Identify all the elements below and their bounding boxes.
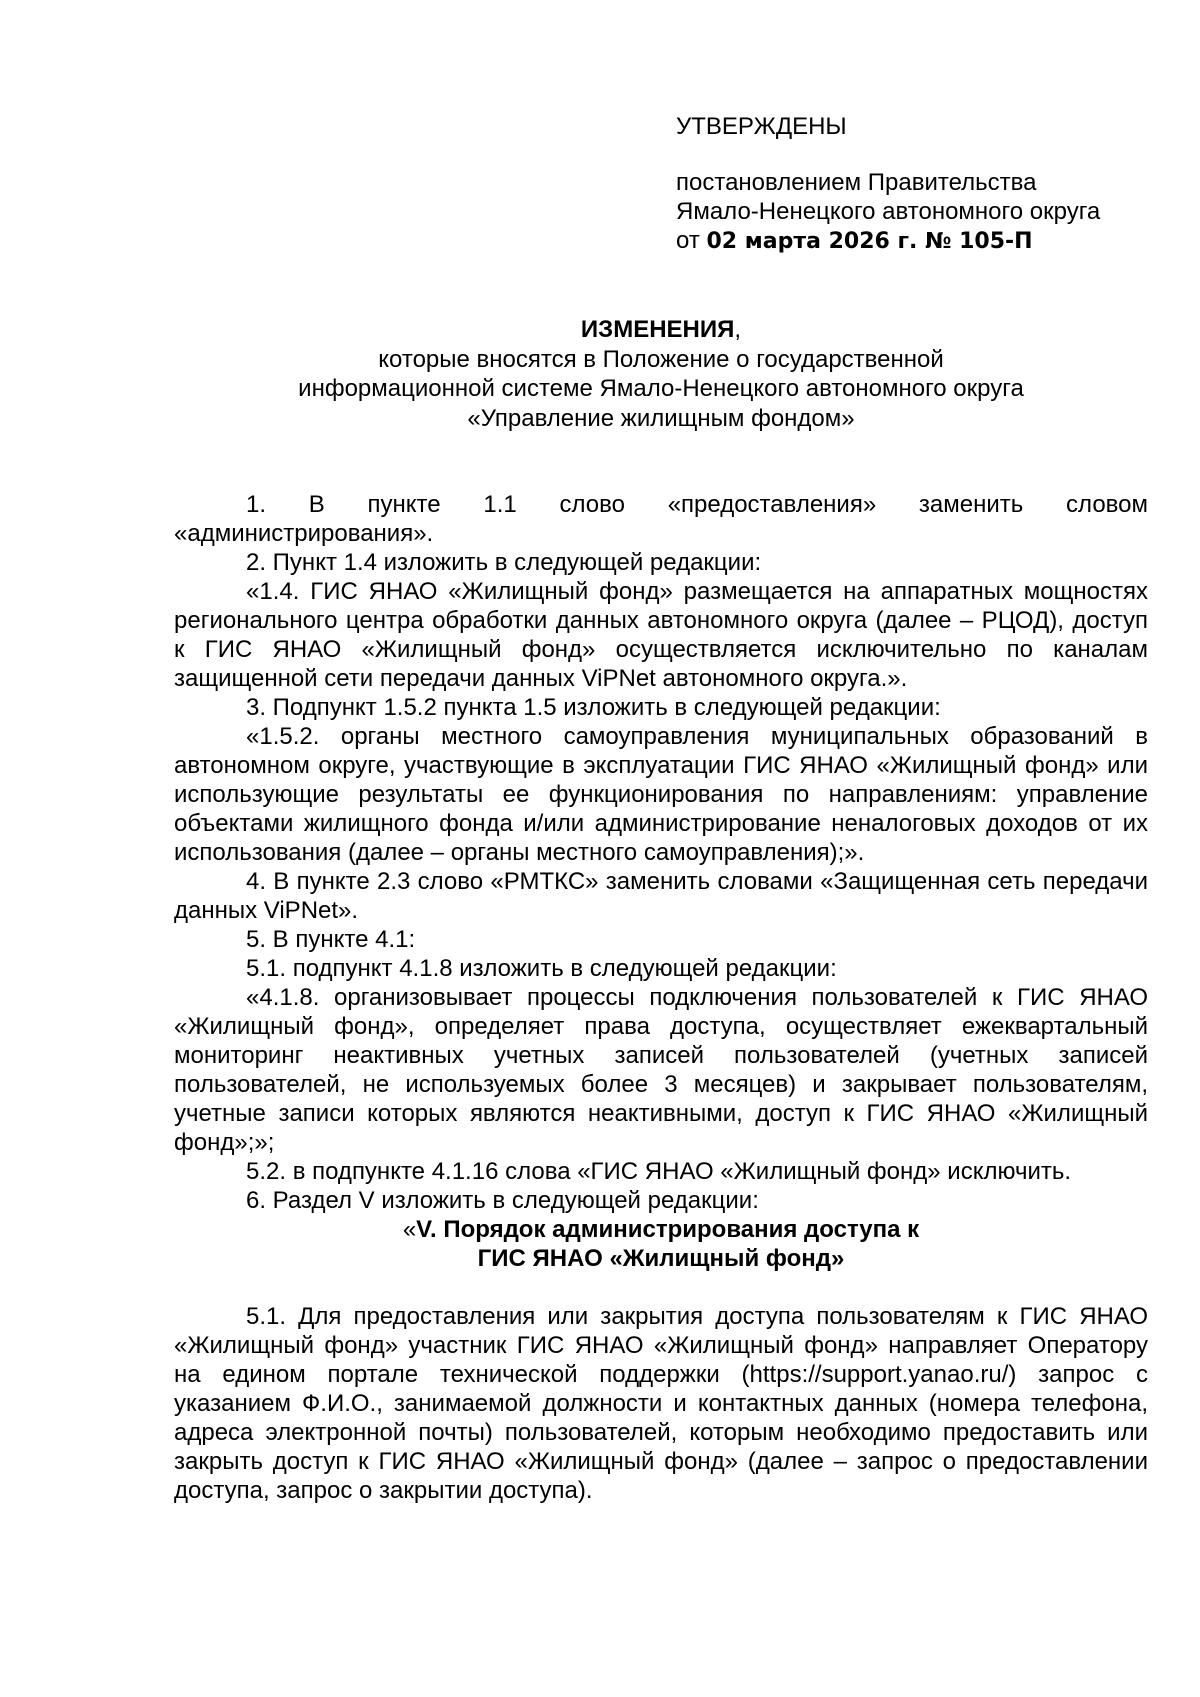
document-heading	[174, 315, 1148, 433]
paragraph-4: 3. Подпункт 1.5.2 пункта 1.5 изложить в следующей редакции:	[246, 694, 941, 721]
section-paragraph-1: 5.1. Для предоставления или закрытия доступа пользователям к ГИС ЯНАО «Жилищный фонд» участник ГИС ЯНАО «Жилищный фонд» направляет Оператору на едином портале технической поддержки (https://support.yanao.ru/) запрос с указанием Ф.И.О., занимаемой должности и контактных данных (номера телефона, адреса электронной почты) пользователей, которым необходимо предоставить или закрыть доступ к ГИС ЯНАО «Жилищный фонд» (далее – запрос о предоставлении доступа, запрос о закрытии доступа).	[174, 1303, 1148, 1504]
paragraph-11: 6. Раздел V изложить в следующей редакции:	[246, 1187, 759, 1214]
heading-line-3: «Управление жилищным фондом»	[467, 404, 855, 432]
heading-line-2: информационной системе Ямало-Ненецкого автономного округа	[298, 375, 1024, 402]
approval-line-1: постановлением Правительства	[676, 169, 1037, 196]
document-body	[174, 490, 1148, 1505]
paragraph-6: 4. В пункте 2.3 слово «РМТКС» заменить словами «Защищенная сеть передачи данных ViPNet».	[174, 868, 1148, 924]
heading-line-1: которые вносятся в Положение о государственной	[378, 345, 944, 373]
spacer	[676, 141, 1100, 168]
approval-line-2: Ямало-Ненецкого автономного округа	[676, 198, 1101, 225]
paragraph-1: 1. В пункте 1.1 слово «предоставления» заменить словом «администрирования».	[174, 491, 1148, 547]
paragraph-3: «1.4. ГИС ЯНАО «Жилищный фонд» размещается на аппаратных мощностях регионального центра обработки данных автономного округа (далее – РЦОД), доступ к ГИС ЯНАО «Жилищный фонд» осуществляется исключительно по каналам защищенной сети передачи данных ViPNet автономного округа.».	[174, 578, 1148, 692]
section-title-text: V. Порядок администрирования доступа к	[416, 1216, 920, 1243]
approval-prefix: от	[676, 227, 700, 254]
paragraph-10: 5.2. в подпункте 4.1.16 слова «ГИС ЯНАО «Жилищный фонд» исключить.	[246, 1158, 1072, 1185]
heading-title: ИЗМЕНЕНИЯ	[580, 316, 735, 343]
paragraph-9: «4.1.8. организовывает процессы подключения пользователей к ГИС ЯНАО «Жилищный фонд», определяет права доступа, осуществляет ежеквартальный мониторинг неактивных учетных записей пользователей (учетных записей пользователей, не используемых более 3 месяцев) и закрывает пользователям, учетные записи которых являются неактивными, доступ к ГИС ЯНАО «Жилищный фонд»;»;	[174, 984, 1148, 1156]
heading-comma: ,	[734, 316, 742, 343]
section-open-quote: «	[402, 1216, 417, 1243]
approval-title: УТВЕРЖДЕНЫ	[676, 113, 847, 140]
paragraph-2: 2. Пункт 1.4 изложить в следующей редакции:	[246, 549, 762, 576]
approval-block	[676, 112, 1100, 256]
section-title-line-2: ГИС ЯНАО «Жилищный фонд»	[477, 1245, 845, 1272]
approval-doc-ref	[676, 226, 1100, 256]
section-title-line-1	[174, 1215, 1148, 1244]
paragraph-7: 5. В пункте 4.1:	[246, 926, 416, 953]
paragraph-8: 5.1. подпункт 4.1.8 изложить в следующей редакции:	[246, 955, 837, 982]
spacer	[174, 1273, 1148, 1302]
paragraph-5: «1.5.2. органы местного самоуправления муниципальных образований в автономном округе, участвующие в эксплуатации ГИС ЯНАО «Жилищный фонд» или использующие результаты ее функционирования по направлениям: управление объектами жилищного фонда и/или администрирование неналоговых доходов от их использования (далее – органы местного самоуправления);».	[174, 723, 1148, 866]
heading-title-line	[174, 315, 1148, 345]
doc-number-date: 02 марта 2026 г. № 105-П	[706, 229, 1033, 254]
